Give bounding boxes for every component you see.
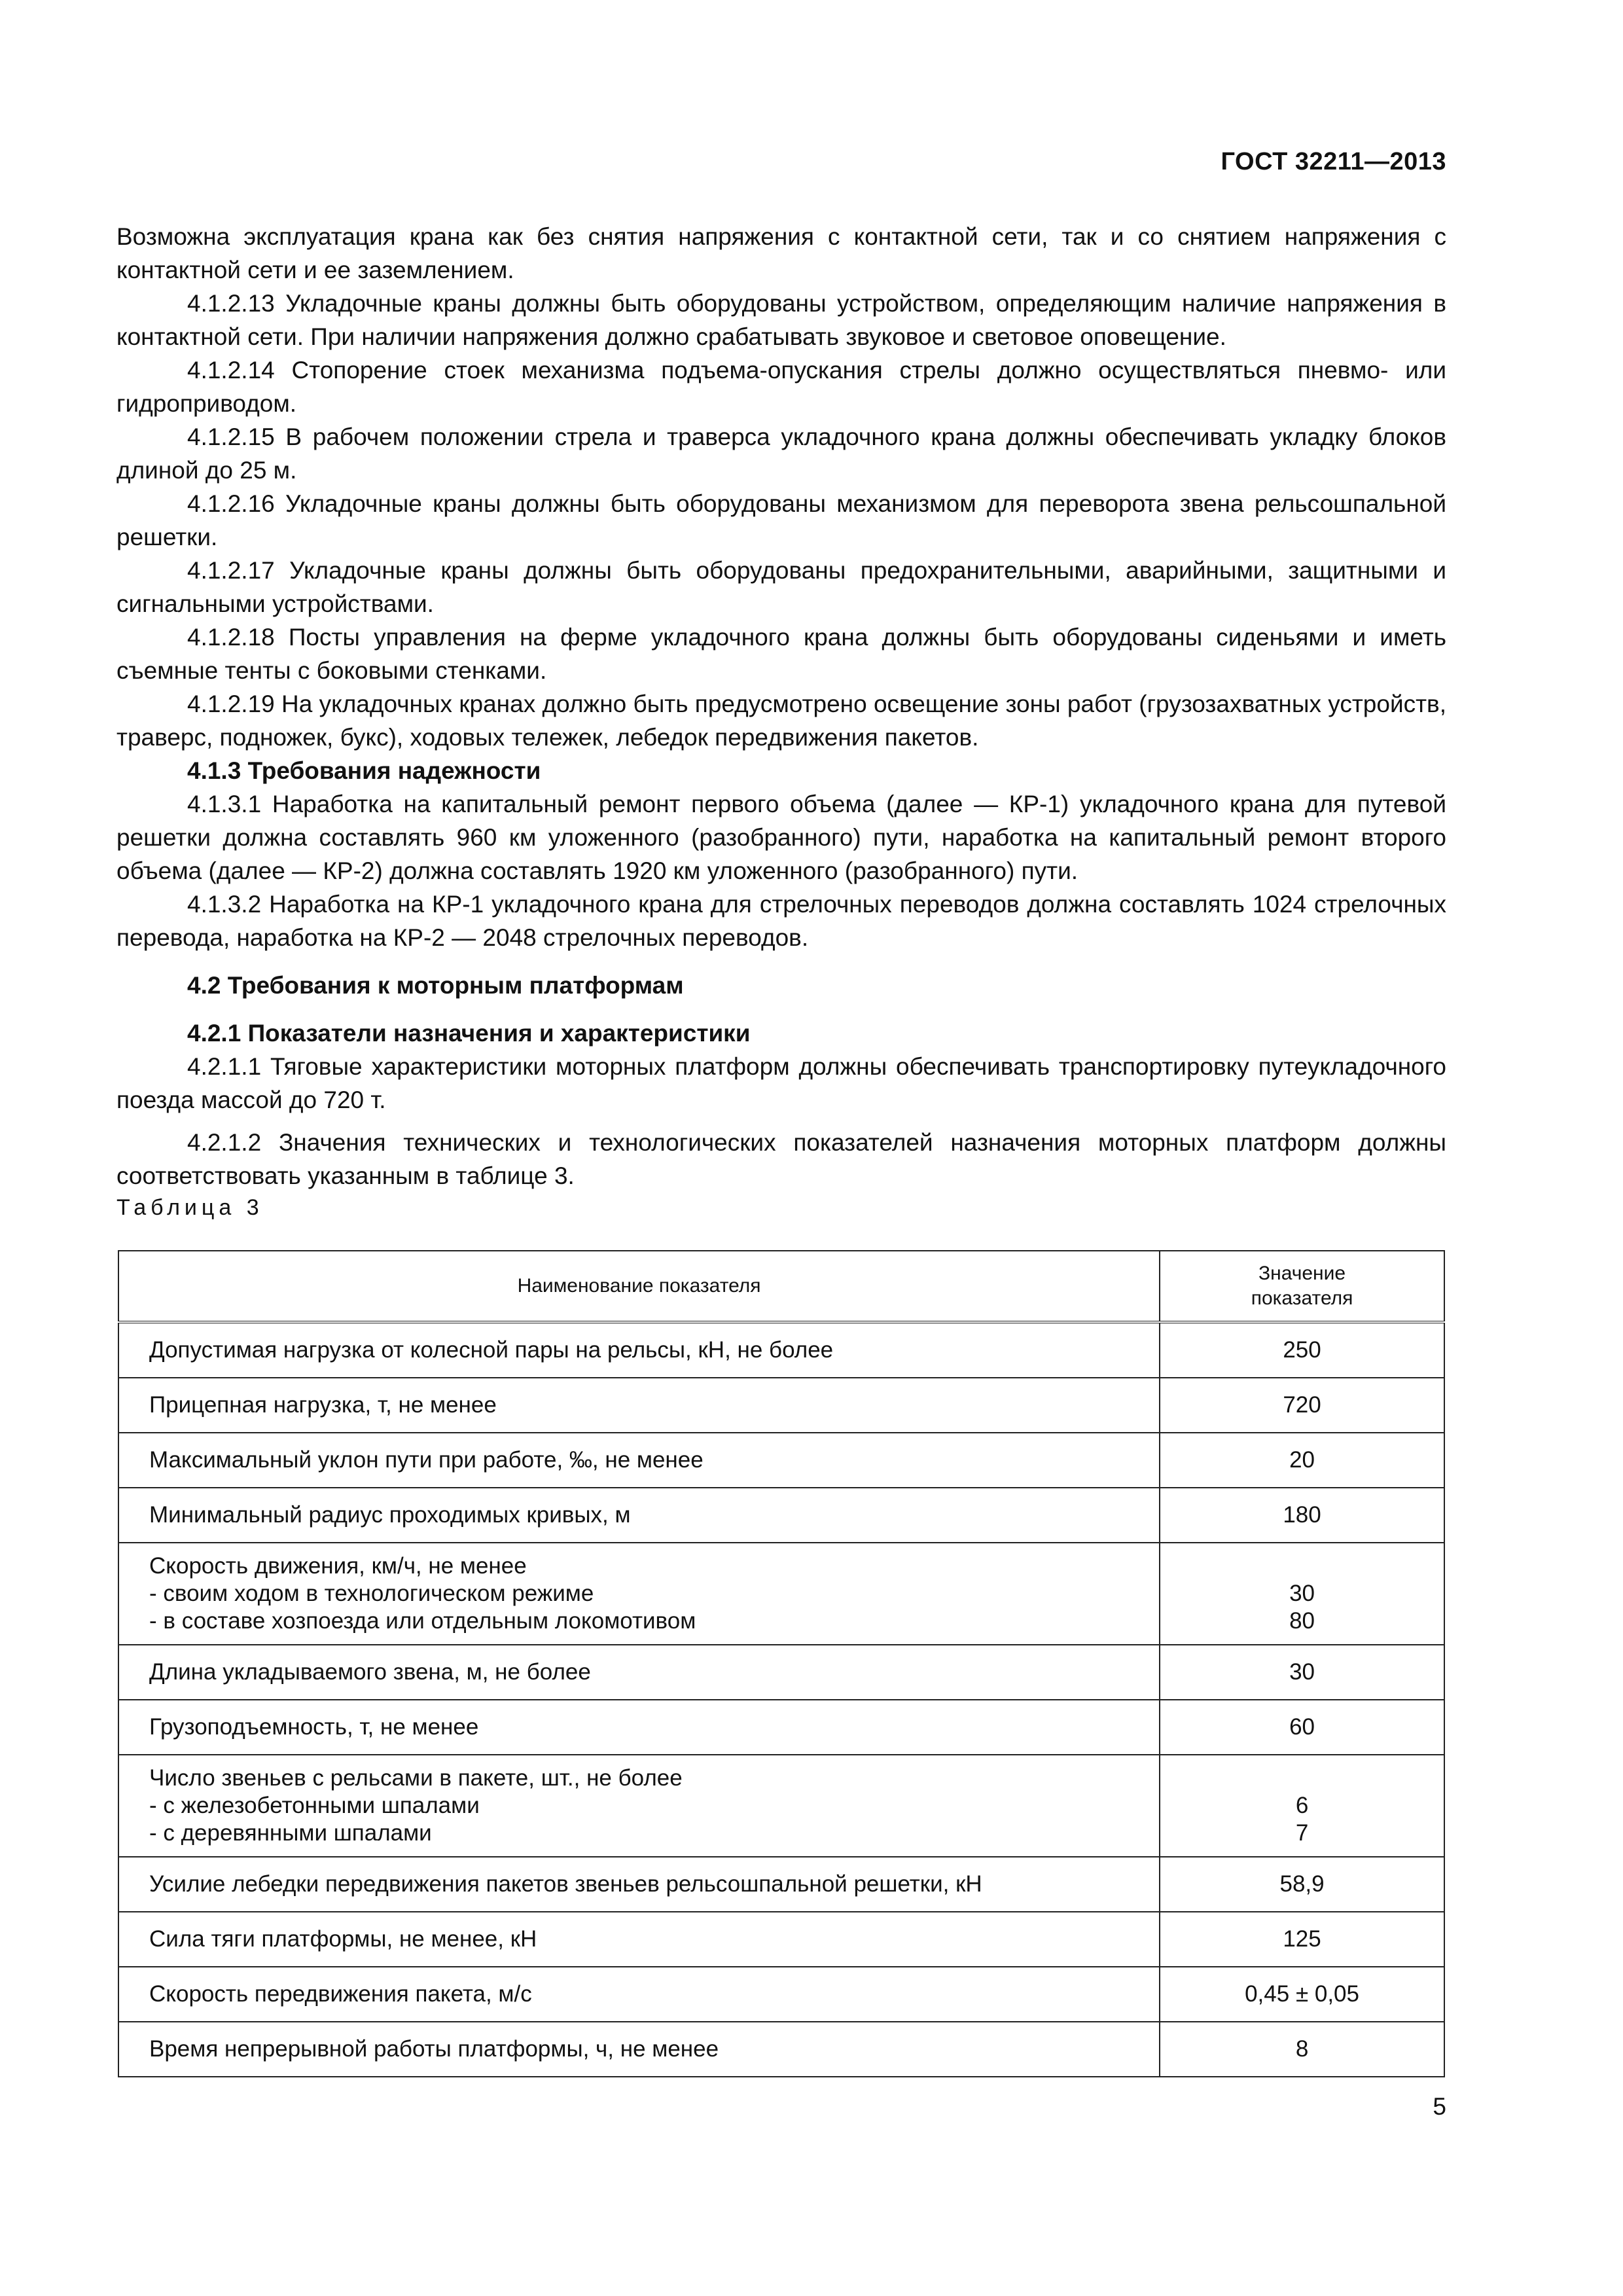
table-row <box>118 1322 1444 1378</box>
page-number: 5 <box>1433 2093 1446 2120</box>
row-name-line: - своим ходом в технологическом режиме <box>149 1581 594 1606</box>
row-name-line: - с железобетонными шпалами <box>149 1793 480 1818</box>
paragraph: 4.2.1.2 Значения технических и технологических показателей назначения моторных платформ должны соответствовать указанным в таблице 3. <box>116 1129 1446 1189</box>
table-label: Таблица 3 <box>116 1195 264 1220</box>
row-name: Усилие лебедки передвижения пакетов звеньев рельсошпальной решетки, кН <box>118 1857 1160 1912</box>
paragraph: 4.1.3.2 Наработка на КР-1 укладочного крана для стрелочных переводов должна составлять 1024 стрелочных перевода, наработка на КР-2 — 2048 стрелочных переводов. <box>116 891 1446 951</box>
table-row <box>118 1433 1444 1488</box>
section-heading: 4.2 Требования к моторным платформам <box>187 972 684 999</box>
table-row <box>118 1645 1444 1700</box>
row-value: 60 <box>1160 1700 1444 1755</box>
paragraph: 4.1.2.14 Стопорение стоек механизма подъема-опускания стрелы должно осуществляться пневмо- или гидроприводом. <box>116 357 1446 417</box>
column-header-value-line1: Значение <box>1258 1263 1346 1284</box>
row-value <box>1160 1543 1444 1645</box>
section-heading: 4.2.1 Показатели назначения и характеристики <box>187 1020 751 1047</box>
row-name: Сила тяги платформы, не менее, кН <box>118 1912 1160 1967</box>
row-name-line: Число звеньев с рельсами в пакете, шт., не более <box>149 1765 683 1791</box>
table-row <box>118 1755 1444 1857</box>
paragraph: 4.1.2.13 Укладочные краны должны быть оборудованы устройством, определяющим наличие напряжения в контактной сети. При наличии напряжения должно срабатывать звуковое и световое оповещение. <box>116 290 1446 350</box>
row-value-line: 6 <box>1295 1793 1309 1818</box>
paragraph: Возможна эксплуатация крана как без снятия напряжения с контактной сети, так и со снятием напряжения с контактной сети и ее заземлением. <box>116 223 1446 283</box>
document-header: ГОСТ 32211—2013 <box>1221 148 1446 175</box>
table-row <box>118 2022 1444 2077</box>
row-value: 250 <box>1160 1322 1444 1378</box>
table-header-row <box>118 1251 1444 1322</box>
row-value: 125 <box>1160 1912 1444 1967</box>
row-value: 0,45 ± 0,05 <box>1160 1967 1444 2022</box>
row-name: Время непрерывной работы платформы, ч, не менее <box>118 2022 1160 2077</box>
row-value: 30 <box>1160 1645 1444 1700</box>
section-heading: 4.1.3 Требования надежности <box>187 757 541 784</box>
table-row <box>118 1488 1444 1543</box>
table-row <box>118 1912 1444 1967</box>
row-value: 20 <box>1160 1433 1444 1488</box>
column-header-value <box>1160 1251 1444 1322</box>
table-row <box>118 1378 1444 1433</box>
row-name: Длина укладываемого звена, м, не более <box>118 1645 1160 1700</box>
specs-table <box>118 1250 1445 2077</box>
row-name: Минимальный радиус проходимых кривых, м <box>118 1488 1160 1543</box>
row-value: 720 <box>1160 1378 1444 1433</box>
row-value-line: 80 <box>1289 1608 1315 1634</box>
paragraph: 4.2.1.1 Тяговые характеристики моторных платформ должны обеспечивать транспортировку путеукладочного поезда массой до 720 т. <box>116 1053 1446 1113</box>
row-name: Скорость передвижения пакета, м/с <box>118 1967 1160 2022</box>
table-row <box>118 1967 1444 2022</box>
row-value-line: 7 <box>1295 1820 1309 1846</box>
paragraph: 4.1.2.17 Укладочные краны должны быть оборудованы предохранительными, аварийными, защитными и сигнальными устройствами. <box>116 557 1446 617</box>
row-name: Прицепная нагрузка, т, не менее <box>118 1378 1160 1433</box>
table-row <box>118 1543 1444 1645</box>
document-body <box>116 220 1446 1193</box>
table-row <box>118 1700 1444 1755</box>
row-name-line: - в составе хозпоезда или отдельным локомотивом <box>149 1608 696 1634</box>
row-value: 58,9 <box>1160 1857 1444 1912</box>
column-header-value-line2: показателя <box>1251 1287 1353 1309</box>
row-value <box>1160 1755 1444 1857</box>
row-value: 180 <box>1160 1488 1444 1543</box>
paragraph: 4.1.3.1 Наработка на капитальный ремонт первого объема (далее — КР-1) укладочного крана для путевой решетки должна составлять 960 км уложенного (разобранного) пути, наработка на капитальный ремонт второго объема (далее — КР-2) должна составлять 1920 км уложенного (разобранного) пути. <box>116 791 1446 884</box>
paragraph: 4.1.2.18 Посты управления на ферме укладочного крана должны быть оборудованы сиденьями и иметь съемные тенты с боковыми стенками. <box>116 624 1446 684</box>
paragraph: 4.1.2.19 На укладочных кранах должно быть предусмотрено освещение зоны работ (грузозахватных устройств, траверс, подножек, букс), ходовых тележек, лебедок передвижения пакетов. <box>116 691 1446 751</box>
row-name: Допустимая нагрузка от колесной пары на рельсы, кН, не более <box>118 1322 1160 1378</box>
table-row <box>118 1857 1444 1912</box>
row-value: 8 <box>1160 2022 1444 2077</box>
paragraph: 4.1.2.15 В рабочем положении стрела и траверса укладочного крана должны обеспечивать укладку блоков длиной до 25 м. <box>116 423 1446 484</box>
row-name: Грузоподъемность, т, не менее <box>118 1700 1160 1755</box>
row-name <box>118 1543 1160 1645</box>
row-name-line: - с деревянными шпалами <box>149 1820 432 1846</box>
row-value-line: 30 <box>1289 1581 1315 1606</box>
row-name <box>118 1755 1160 1857</box>
paragraph: 4.1.2.16 Укладочные краны должны быть оборудованы механизмом для переворота звена рельсошпальной решетки. <box>116 490 1446 550</box>
row-name-line: Скорость движения, км/ч, не менее <box>149 1553 527 1579</box>
column-header-name: Наименование показателя <box>118 1251 1160 1322</box>
row-name: Максимальный уклон пути при работе, ‰, не менее <box>118 1433 1160 1488</box>
